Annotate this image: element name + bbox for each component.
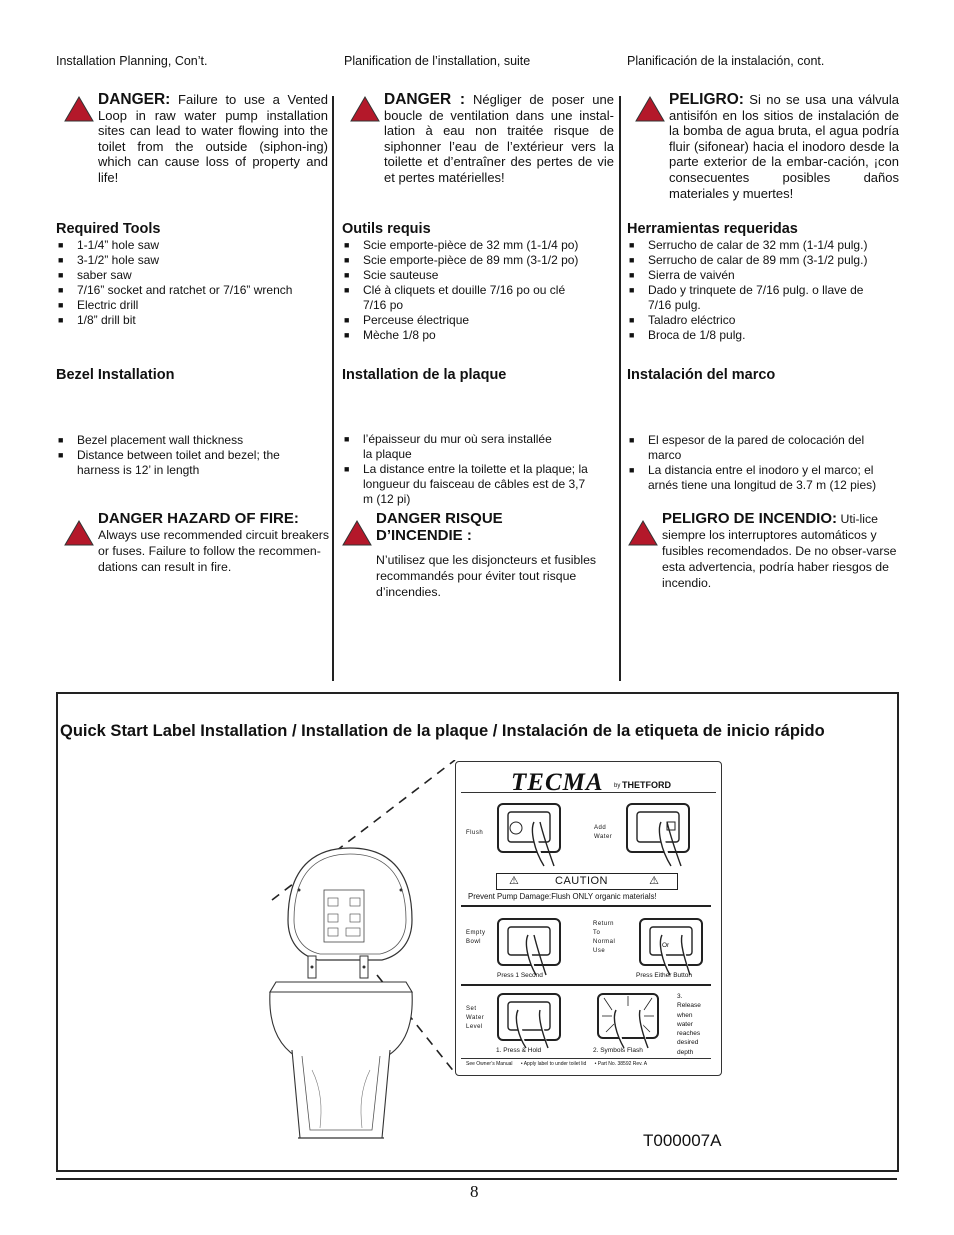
fire-fr — [334, 510, 608, 600]
column-divider — [619, 96, 621, 681]
add-water-button-icon — [623, 800, 693, 868]
list-item: ■ Clé à cliquets et douille 7/16 po ou clé 7/16 po — [342, 283, 578, 313]
step2-text: 2. Symbols Flash — [593, 1047, 643, 1054]
flush-label: Flush — [466, 830, 484, 836]
warning-triangle-icon — [350, 96, 380, 122]
list-item: ■ saber saw — [56, 268, 326, 283]
warning-icon: ⚠ — [509, 875, 519, 887]
return-normal-label: Return To Normal Use — [593, 921, 616, 954]
header-en: Installation Planning, Con’t. — [56, 54, 208, 68]
brand-maker: THETFORD — [622, 780, 671, 790]
list-item: ■ Broca de 1/8 pulg. — [627, 328, 895, 343]
tools-list-fr — [342, 238, 592, 343]
list-item: ■ Mèche 1/8 po — [342, 328, 592, 343]
list-item: ■ La distancia entre el inodoro y el marco; el arnés tiene una longitud de 3.7 m (12 pies) — [627, 463, 892, 493]
set-water-level-label: Set Water Level — [466, 1006, 485, 1030]
warning-triangle-icon — [628, 520, 658, 546]
or-text: Or — [662, 942, 670, 949]
danger-en — [56, 92, 328, 186]
tools-list-en — [56, 238, 326, 328]
warning-triangle-icon — [64, 520, 94, 546]
danger-es — [627, 92, 899, 201]
tools-title-en: Required Tools — [56, 221, 161, 237]
warning-triangle-icon — [342, 520, 372, 546]
list-item: ■ Sierra de vaivén — [627, 268, 895, 283]
danger-text: Négliger de poser une boucle de ventilation dans une instal-lation à eau non traitée risque de siphonner l’eau de l’extérieur vers la toilette et d’entraîner des pertes de vie et pertes matérielles! — [384, 92, 614, 185]
quick-start-label — [455, 761, 722, 1076]
danger-text: Si no se usa una válvula antisifón en los sitios de instalación de la bomba de agua bruta, el agua podría fluir (sifonear) hacia el inodoro desde la parte exterior de la embar-cación, ¡con consecuentes posibles daños materiales y muertes! — [669, 92, 899, 201]
fire-text: Uti-lice siempre los interruptores automáticos y fusibles recomendados. De no obser-varse esta advertencia, podría haber riesgos de incendio. — [662, 512, 897, 590]
danger-text: Failure to use a Vented Loop in raw water pump installation sites can lead to water flowing into the toilet from the outside (siphon-ing) which can cause loss of property and life! — [98, 92, 328, 185]
list-item: ■ Dado y trinquete de 7/16 pulg. o llave de 7/16 pulg. — [627, 283, 868, 313]
footer-rule — [56, 1178, 897, 1180]
release-text: 3. Release when water reaches desired depth — [677, 993, 701, 1056]
list-item: ■ 3-1/2” hole saw — [56, 253, 326, 268]
caution-bar — [496, 873, 678, 890]
danger-title: DANGER: — [98, 91, 171, 108]
bezel-title-es: Instalación del marco — [627, 367, 776, 383]
list-item: ■ El espesor de la pared de colocación del marco — [627, 433, 868, 463]
fire-es — [620, 510, 900, 591]
page-number: 8 — [470, 1182, 479, 1201]
list-item: ■ Perceuse électrique — [342, 313, 592, 328]
list-item: ■ Scie sauteuse — [342, 268, 592, 283]
fire-title: DANGER RISQUE D’INCENDIE : — [376, 510, 503, 544]
fire-title: PELIGRO DE INCENDIO: — [662, 510, 838, 527]
tools-title-fr: Outils requis — [342, 221, 431, 237]
list-item: ■ La distance entre la toilette et la plaque; la longueur du faisceau de câbles est de 3,7 m (12 pi) — [342, 462, 592, 507]
list-item: ■ Serrucho de calar de 89 mm (3-1/2 pulg.) — [627, 253, 895, 268]
caution-text: CAUTION — [555, 875, 608, 887]
list-item: ■ Taladro eléctrico — [627, 313, 895, 328]
bezel-title-fr: Installation de la plaque — [342, 367, 507, 383]
fire-text: N’utilisez que les disjoncteurs et fusibles recommandés pour éviter tout risque d’incendies. — [376, 553, 597, 599]
prevent-text: Prevent Pump Damage:Flush ONLY organic materials! — [468, 892, 657, 901]
return-normal-button-icon — [636, 915, 706, 977]
bezel-list-es — [627, 433, 892, 493]
list-item: ■ 7/16” socket and ratchet or 7/16” wrench — [56, 283, 326, 298]
empty-bowl-button-icon — [494, 915, 564, 977]
set-water-button-icon — [494, 990, 564, 1050]
toilet-illustration — [262, 760, 458, 1145]
add-water-label: Add Water — [594, 825, 613, 840]
warning-triangle-icon — [635, 96, 665, 122]
bezel-title-en: Bezel Installation — [56, 367, 175, 383]
bezel-list-fr — [342, 432, 592, 507]
press-one-text: Press 1 Second — [497, 972, 543, 979]
part-number: T000007A — [643, 1131, 722, 1150]
brand-logo: TECMA — [511, 769, 604, 796]
quick-start-title: Quick Start Label Installation / Installation de la plaque / Instalación de la etiqueta de inicio rápido — [60, 722, 825, 740]
danger-title: DANGER : — [384, 91, 465, 108]
list-item: ■ Bezel placement wall thickness — [56, 433, 306, 448]
tools-list-es — [627, 238, 895, 343]
list-item: ■ l’épaisseur du mur où sera installée la plaque — [342, 432, 563, 462]
danger-fr — [342, 92, 614, 186]
list-item: ■ Distance between toilet and bezel; the harness is 12’ in length — [56, 448, 306, 478]
tools-title-es: Herramientas requeridas — [627, 221, 798, 237]
fire-en — [56, 510, 338, 575]
bezel-list-en — [56, 433, 306, 478]
warning-triangle-icon — [64, 96, 94, 122]
fire-title: DANGER HAZARD OF FIRE: — [98, 510, 299, 527]
list-item: ■ Scie emporte-pièce de 89 mm (3-1/2 po) — [342, 253, 592, 268]
step1-text: 1. Press & Hold — [496, 1047, 542, 1054]
flush-button-icon — [494, 800, 564, 868]
brand-by: by — [614, 783, 621, 789]
list-item: ■ 1/8” drill bit — [56, 313, 326, 328]
press-either-text: Press Either Button — [636, 972, 692, 979]
header-es: Planificación de la instalación, cont. — [627, 54, 825, 68]
symbols-flash-icon — [592, 988, 664, 1050]
empty-bowl-label: Empty Bowl — [466, 930, 486, 945]
list-item: ■ Electric drill — [56, 298, 326, 313]
fire-text: Always use recommended circuit breakers or fuses. Failure to follow the recommen-dations can result in fire. — [98, 528, 329, 574]
danger-title: PELIGRO: — [669, 91, 744, 108]
label-footer: See Owner’s Manual • Apply label to under toilet lid • Part No. 38592 Rev. A — [466, 1061, 648, 1067]
list-item: ■ 1-1/4” hole saw — [56, 238, 326, 253]
warning-icon: ⚠ — [649, 875, 659, 887]
list-item: ■ Scie emporte-pièce de 32 mm (1-1/4 po) — [342, 238, 592, 253]
list-item: ■ Serrucho de calar de 32 mm (1-1/4 pulg.) — [627, 238, 895, 253]
header-fr: Planification de l’installation, suite — [344, 54, 531, 68]
